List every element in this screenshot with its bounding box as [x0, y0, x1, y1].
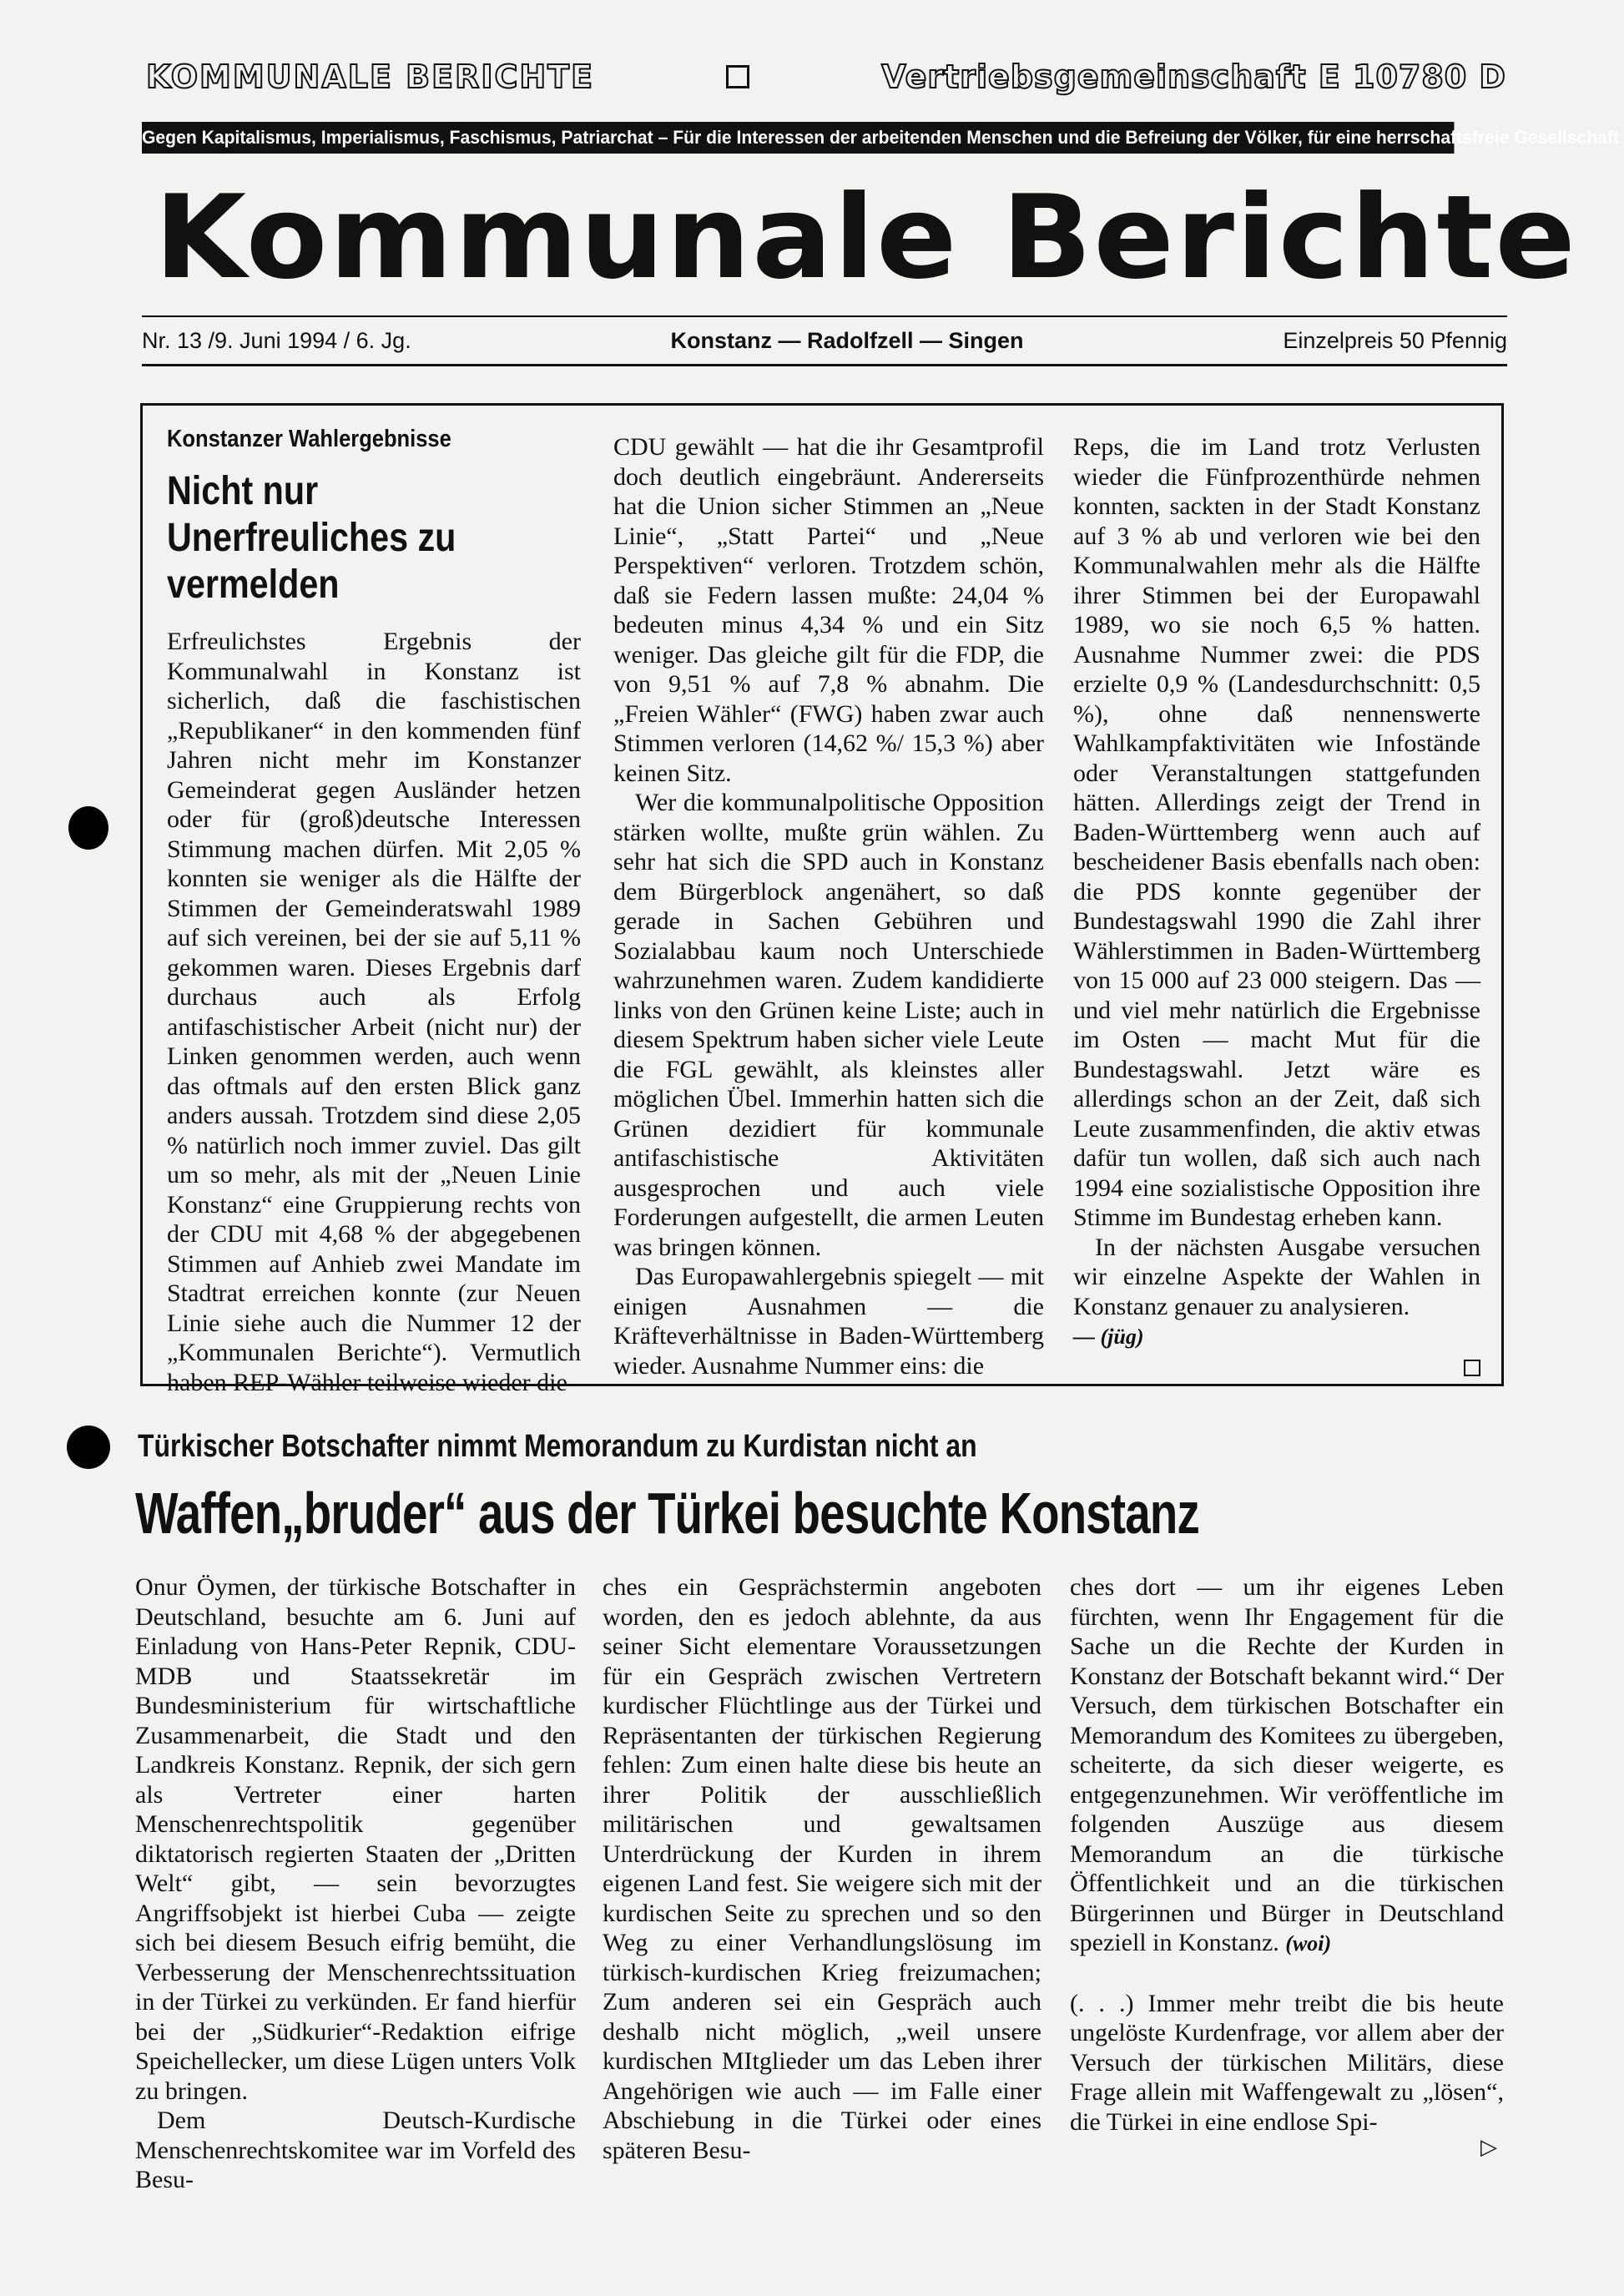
issue-info-bar	[142, 324, 1507, 357]
article2-col3	[1070, 1572, 1504, 2137]
article2-paragraph: ches ein Gesprächstermin angeboten worden, den es jedoch ablehnte, da aus seiner Sicht elementare Voraussetzungen für ein Gespräch zwischen Vertretern kurdischer Flüchtlinge aus der Türkei und Repräsentanten der türkischen Regierung fehlen: Zum einen halte diese bis heute an ihrer Politik der ausschließlich militärischen und gewaltsamen Unterdrückung der Kurden in ihrem eigenen Land fest. Sie weigere sich mit der kurdischen Seite zu sprechen und so den Weg zu einer Verhandlungslösung im türkisch-kurdischen Krieg freizumachen; Zum anderen sei ein Gespräch auch deshalb nicht möglich, „weil unsere kurdischen MItglieder um das Leben ihrer Angehörigen wie auch — im Falle einer Abschiebung in die Türkei oder eines späteren Besu-	[603, 1573, 1041, 2164]
price: Einzelpreis 50 Pfennig	[1283, 327, 1507, 353]
masthead-top-line	[146, 53, 1506, 100]
article1-paragraph: In der nächsten Ausgabe versuchen wir einzelne Aspekte der Wahlen in Konstanz genauer zu analysieren.	[1073, 1233, 1480, 1320]
punch-hole-top	[68, 806, 108, 850]
article2-paragraph: Dem Deutsch-Kurdische Menschenrechtskomitee war im Vorfeld des Besu-	[135, 2107, 576, 2193]
separator-square-icon	[726, 65, 749, 88]
article1-paragraph: Wer die kommunalpolitische Opposition stärken wollte, mußte grün wählen. Zu sehr hat sich die SPD auch in Konstanz dem Bürgerblock angenähert, so daß gerade in Sachen Gebühren und Sozialabbau kaum noch Unterschiede wahrzunehmen waren. Zudem kandidierte links von den Grünen keine Liste; auch in diesem Spektrum haben sicher viele Leute die FGL gewählt, als kleinstes aller möglichen Übel. Immerhin hatten sich die Grünen dezidiert für kommunale antifaschistische Aktivitäten ausgesprochen und auch viele Forderungen aufgestellt, die armen Leuten was bringen können.	[613, 789, 1044, 1261]
newspaper-title: Kommunale Berichte	[154, 170, 1577, 305]
article1-kicker: Konstanzer Wahlergebnisse	[167, 426, 451, 452]
article2-col1	[135, 1572, 576, 2195]
article1-col3	[1073, 432, 1480, 1383]
article1-col1	[167, 426, 581, 1397]
article1-paragraph: Das Europawahlergebnis spiegelt — mit einigen Ausnahmen — die Kräfteverhältnisse in Baden-Württemberg wieder. Ausnahme Nummer eins: die	[613, 1263, 1044, 1380]
article2-kicker: Türkischer Botschafter nimmt Memorandum zu Kurdistan nicht an	[138, 1429, 977, 1464]
article2-signature: (woi)	[1285, 1931, 1332, 1955]
slogan-bar: Gegen Kapitalismus, Imperialismus, Faschismus, Patriarchat – Für die Interessen der arbeitenden Menschen und die Befreiung der Völker, für eine herrschaftsfreie Gesellschaft	[142, 122, 1454, 154]
article1-signature: — (jüg)	[1073, 1325, 1144, 1349]
cities: Konstanz — Radolfzell — Singen	[670, 327, 1024, 353]
article2-paragraph: ches dort — um ihr eigenes Leben fürchten, wenn Ihr Engagement für die Sache un die Rechte der Kurden in Konstanz der Botschaft bekannt wird.“ Der Versuch, dem türkischen Botschafter ein Memorandum des Komitees zu übergeben, scheiterte, da sich dieser weigerte, es entgegenzunehmen. Wir veröffentliche im folgenden Auszüge aus diesem Memorandum an die türkische Öffentlichkeit und an die türkischen Bürgerinnen und Bürger in Deutschland speziell in Konstanz. (woi)	[1070, 1573, 1504, 1956]
arrow-right-outline-icon: ▷	[1480, 2135, 1497, 2160]
title-rule-top	[142, 315, 1507, 317]
article1-paragraph: CDU gewählt — hat die ihr Gesamtprofil doch deutlich eingebräunt. Andererseits hat die Union sicher Stimmen an „Neue Linie“, „Statt Partei“ und „Neue Perspektiven“ verloren. Trotzdem schön, daß sie Federn lassen mußte: 24,04 % bedeuten minus 4,34 % und ein Sitz weniger. Das gleiche gilt für die FDP, die von 9,51 % auf 7,8 % abnahm. Die „Freien Wähler“ (FWG) haben zwar auch Stimmen verloren (14,62 %/ 15,3 %) aber keinen Sitz.	[613, 433, 1044, 787]
article1-paragraph: Reps, die im Land trotz Verlusten wieder die Fünfprozenthürde nehmen konnten, sackten in der Stadt Konstanz auf 3 % ab und verloren wie bei den Kommunalwahlen mehr als die Hälfte ihrer Stimmen bei der Europawahl 1989, wo sie noch 6,5 % hatten. Ausnahme Nummer zwei: die PDS erzielte 0,9 % (Landesdurchschnitt: 0,5 %), ohne daß nennenswerte Wahlkampfaktivitäten wie Infostände oder Veranstaltungen stattgefunden hätten. Allerdings zeigt der Trend in Baden-Württemberg wenn auch auf bescheidener Basis ebenfalls nach oben: die PDS konnte gegenüber der Bundestagswahl 1990 die Zahl ihrer Wählerstimmen in Baden-Württemberg von 15 000 auf 23 000 steigern. Das — und viel mehr natürlich die Ergebnisse im Osten — macht Mut für die Bundestagswahl. Jetzt wäre es allerdings schon an der Zeit, daß sich Leute zusammenfinden, die aktiv etwas dafür tun wollen, daß sich auch nach 1994 eine sozialistische Opposition ihre Stimme im Bundestag erheben kann.	[1073, 433, 1480, 1231]
article2-paragraph: (. . .) Immer mehr treibt die bis heute ungelöste Kurdenfrage, vor allem aber der Versuch der türkischen Militärs, diese Frage allein mit Waffengewalt zu „lösen“, die Türkei in eine endlose Spi-	[1070, 1989, 1504, 2136]
article2-col2	[603, 1572, 1041, 2165]
article1-headline: Nicht nur Unerfreuliches zu vermelden	[167, 469, 456, 607]
title-rule-bottom	[142, 364, 1507, 366]
article2-paragraph: Onur Öymen, der türkische Botschafter in Deutschland, besuchte am 6. Juni auf Einladung von Hans-Peter Repnik, CDU-MDB und Staatssekretär im Bundesministerium für wirtschaftliche Zusammenarbeit, die Stadt und den Landkreis Konstanz. Repnik, der sich gern als Vertreter einer harten Menschenrechtspolitik gegenüber diktatorisch regierten Staaten der „Dritten Welt“ gibt, — sein bevorzugtes Angriffsobjekt ist hierbei Cuba — zeigte sich bei diesem Besuch eifrig bemüht, die Verbesserung der Menschenrechtssituation in der Türkei zu verkünden. Er fand hierfür bei der „Südkurier“-Redaktion eifrige Speichellecker, um diese Lügen unters Volk zu bringen.	[135, 1573, 576, 2105]
end-square-icon	[1464, 1360, 1480, 1376]
article1-col2	[613, 432, 1044, 1380]
masthead-name-outline: KOMMUNALE BERICHTE	[146, 58, 595, 95]
article1-paragraph: Erfreulichstes Ergebnis der Kommunalwahl in Konstanz ist sicherlich, daß die faschistischen „Republikaner“ in den kommenden fünf Jahren nicht mehr im Konstanzer Gemeinderat gegen Ausländer hetzen oder für (groß)deutsche Interessen Stimmung machen dürfen. Mit 2,05 % konnten sie weniger als die Hälfte der Stimmen der Gemeinderatswahl 1989 auf sich vereinen, bei der sie auf 5,11 % gekommen waren. Dieses Ergebnis darf durchaus auch als Erfolg antifaschistischer Arbeit (nicht nur) der Linken genommen werden, auch wenn das oftmals auf den ersten Blick ganz anders aussah. Trotzdem sind diese 2,05 % natürlich noch immer zuviel. Das gilt um so mehr, als mit der „Neuen Linie Konstanz“ eine Gruppierung rechts von der CDU mit 4,68 % der abgegebenen Stimmen auf Anhieb zwei Mandate im Stadtrat erreichen konnte (zur Neuen Linie siehe auch die Nummer 12 der „Kommunalen Berichte“). Vermutlich haben REP-Wähler teilweise wieder die	[167, 628, 581, 1396]
punch-hole-bottom	[67, 1426, 110, 1469]
issue-number: Nr. 13 /9. Juni 1994 / 6. Jg.	[142, 327, 411, 353]
distribution-number: Vertriebsgemeinschaft E 10780 D	[881, 58, 1506, 95]
article2-headline: Waffen„bruder“ aus der Türkei besuchte Konstanz	[135, 1481, 1199, 1546]
